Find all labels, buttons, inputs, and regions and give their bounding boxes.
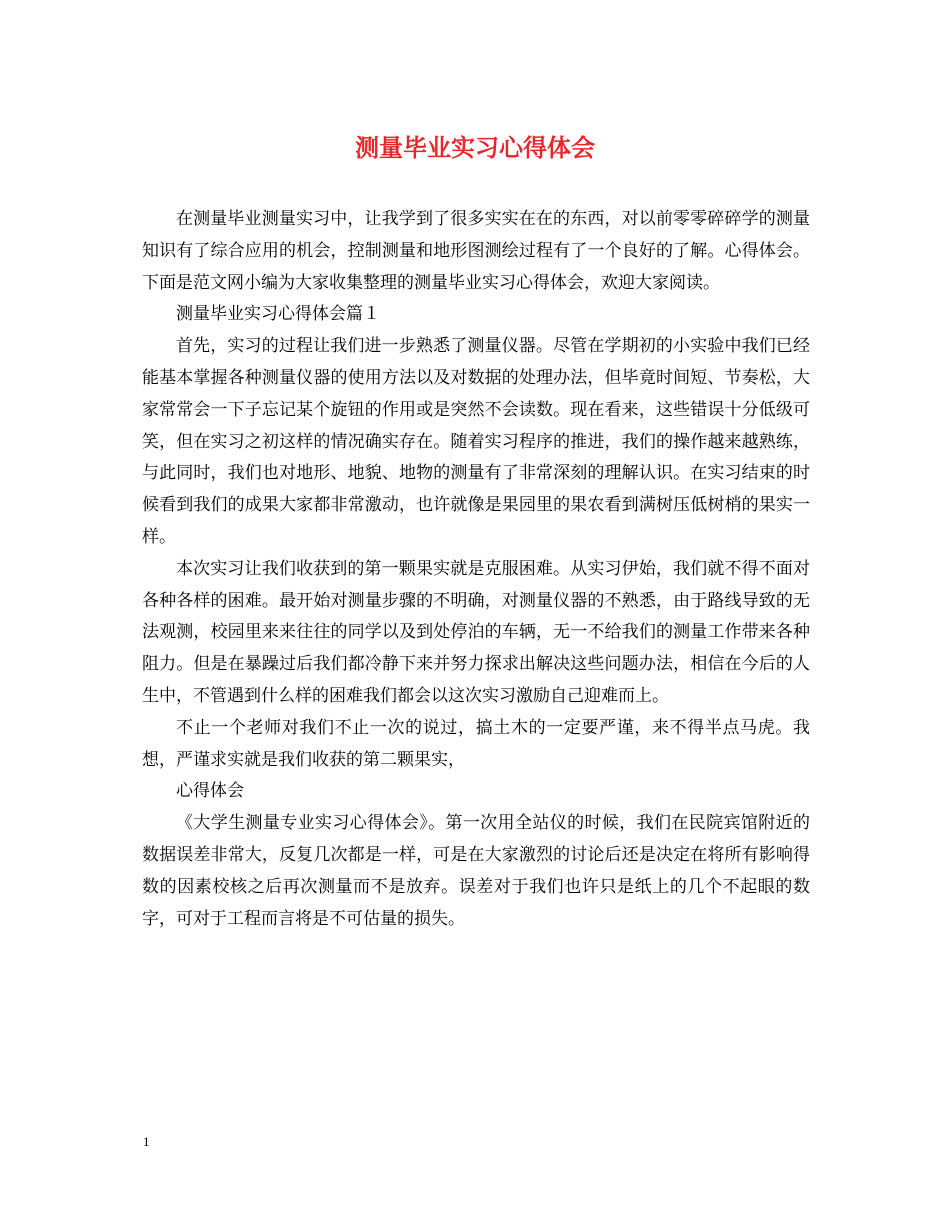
page-number: 1 — [143, 1134, 150, 1149]
body-paragraph: 首先，实习的过程让我们进一步熟悉了测量仪器。尽管在学期初的小实验中我们已经能基本掌握各种测量仪器的使用方法以及对数据的处理办法，但毕竟时间短、节奏松，大家常常会一下子忘记某个旋钮的作用或是突然不会读数。现在看来，这些错误十分低级可笑，但在实习之初这样的情况确实存在。随着实习程序的推进，我们的操作越来越熟练，与此同时，我们也对地形、地貌、地物的测量有了非常深刻的理解认识。在实习结束的时候看到我们的成果大家都非常激动，也许就像是果园里的果农看到满树压低树梢的果实一样。 — [142, 336, 810, 547]
section-heading: 测量毕业实习心得体会篇１ — [176, 304, 380, 325]
intro-paragraph: 在测量毕业测量实习中，让我学到了很多实实在在的东西，对以前零零碎碎学的测量知识有了综合应用的机会，控制测量和地形图测绘过程有了一个良好的了解。心得体会。下面是范文网小编为大家收集整理的测量毕业实习心得体会，欢迎大家阅读。 — [142, 209, 810, 293]
document-body — [142, 204, 810, 935]
body-paragraph: 不止一个老师对我们不止一次的说过，搞土木的一定要严谨，来不得半点马虎。我想，严谨求实就是我们收获的第二颗果实， — [142, 717, 810, 770]
body-paragraph: 本次实习让我们收获到的第一颗果实就是克服困难。从实习伊始，我们就不得不面对各种各样的困难。最开始对测量步骤的不明确，对测量仪器的不熟悉，由于路线导致的无法观测，校园里来来往往的同学以及到处停泊的车辆，无一不给我们的测量工作带来各种阻力。但是在暴躁过后我们都冷静下来并努力探求出解决这些问题办法，相信在今后的人生中，不管遇到什么样的困难我们都会以这次实习激励自己迎难而上。 — [142, 558, 810, 706]
body-paragraph: 《大学生测量专业实习心得体会》。第一次用全站仪的时候，我们在民院宾馆附近的数据误差非常大，反复几次都是一样，可是在大家激烈的讨论后还是决定在将所有影响得数的因素校核之后再次测量而不是放弃。误差对于我们也许只是纸上的几个不起眼的数字，可对于工程而言将是不可估量的损失。 — [142, 813, 810, 929]
subheading: 心得体会 — [176, 781, 244, 802]
document-title: 测量毕业实习心得体会 — [355, 133, 595, 162]
